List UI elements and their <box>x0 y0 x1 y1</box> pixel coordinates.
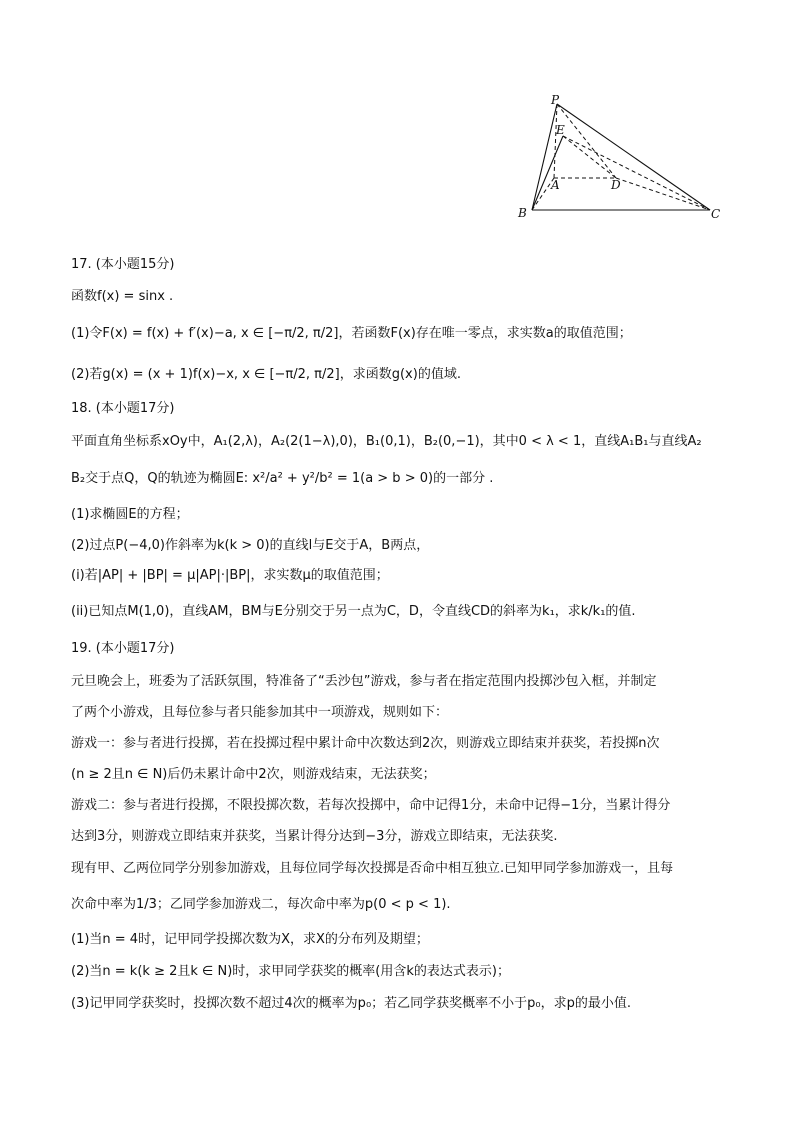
edge-PD <box>557 104 616 178</box>
q19-game2-line2: 达到3分，则游戏立即结束并获奖，当累计得分达到−3分，游戏立即结束，无法获奖. <box>71 829 558 844</box>
q18-stem-line1: 平面直角坐标系xOy中，A₁(2,λ)，A₂(2(1−λ),0)，B₁(0,1)，B₂(0,−1)，其中0 < λ < 1，直线A₁B₁与直线A₂ <box>71 434 702 449</box>
pyramid-diagram <box>505 92 735 227</box>
q19-stem-line1: 元旦晚会上，班委为了活跃氛围，特准备了“丢沙包”游戏，参与者在指定范围内投掷沙包入框，并制定 <box>71 674 657 689</box>
q18-part2-ii: (ii)已知点M(1,0)，直线AM，BM与E分别交于另一点为C，D，令直线CD的斜率为k₁，求k/k₁的值. <box>71 604 636 619</box>
edge-DC <box>616 178 710 210</box>
q17-stem: 函数f(x) = sinx . <box>71 289 174 304</box>
q17-header: 17. (本小题15分) <box>71 257 175 272</box>
q19-game1-line1: 游戏一：参与者进行投掷，若在投掷过程中累计命中次数达到2次，则游戏立即结束并获奖，若投掷n次 <box>71 736 660 751</box>
q19-part2: (2)当n = k(k ≥ 2且k ∈ N)时，求甲同学获奖的概率(用含k的表达式表示)； <box>71 964 510 979</box>
q19-game1-line2: (n ≥ 2且n ∈ N)后仍未累计命中2次，则游戏结束，无法获奖； <box>71 767 436 782</box>
edge-PC <box>557 104 710 210</box>
q19-stem-line2: 了两个小游戏，且每位参与者只能参加其中一项游戏，规则如下： <box>71 705 449 720</box>
q18-header: 18. (本小题17分) <box>71 401 175 416</box>
q18-part1: (1)求椭圆E的方程； <box>71 507 189 522</box>
q19-header: 19. (本小题17分) <box>71 641 175 656</box>
q19-cond-line2: 次命中率为1/3；乙同学参加游戏二，每次命中率为p(0 < p < 1). <box>71 897 451 912</box>
pyramid-figure <box>505 92 735 227</box>
label-E: E <box>556 123 565 137</box>
label-D: D <box>611 178 621 192</box>
q18-stem-line2: B₂交于点Q，Q的轨迹为椭圆E: x²/a² + y²/b² = 1(a > b > 0)的一部分 . <box>71 471 494 486</box>
q18-part2-i: (i)若|AP| + |BP| = μ|AP|·|BP|，求实数μ的取值范围； <box>71 568 389 583</box>
q19-part1: (1)当n = 4时，记甲同学投掷次数为X，求X的分布列及期望； <box>71 932 429 947</box>
q17-part1: (1)令F(x) = f(x) + f′(x)−a, x ∈ [−π/2, π/2]，若函数F(x)存在唯一零点，求实数a的取值范围； <box>71 326 632 341</box>
edge-ED <box>563 136 616 178</box>
edge-EC <box>563 136 710 210</box>
label-C: C <box>711 207 721 221</box>
q17-part2: (2)若g(x) = (x + 1)f(x)−x, x ∈ [−π/2, π/2]，求函数g(x)的值域. <box>71 367 461 382</box>
label-P: P <box>551 93 560 107</box>
label-A: A <box>551 178 560 192</box>
label-B: B <box>518 206 527 220</box>
q18-part2: (2)过点P(−4,0)作斜率为k(k > 0)的直线l与E交于A，B两点， <box>71 538 430 553</box>
q19-cond-line1: 现有甲、乙两位同学分别参加游戏，且每位同学每次投掷是否命中相互独立.已知甲同学参加游戏一，且每 <box>71 861 674 876</box>
q19-game2-line1: 游戏二：参与者进行投掷，不限投掷次数，若每次投掷中，命中记得1分，未命中记得−1分，当累计得分 <box>71 798 671 813</box>
edge-EB <box>532 136 563 210</box>
edge-PB <box>532 104 557 210</box>
q19-part3: (3)记甲同学获奖时，投掷次数不超过4次的概率为p₀；若乙同学获奖概率不小于p₀，求p的最小值. <box>71 996 631 1011</box>
